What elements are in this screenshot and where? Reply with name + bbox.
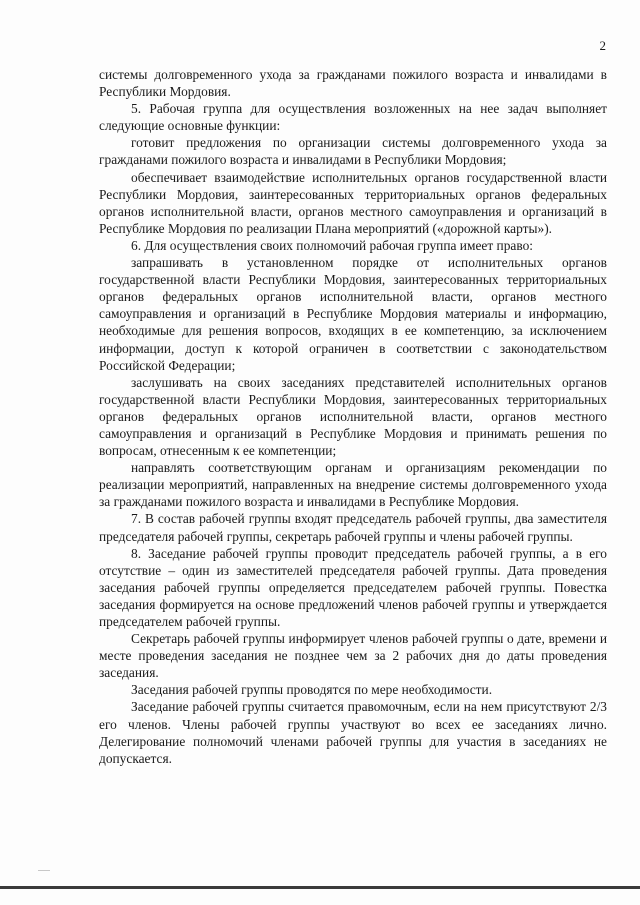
paragraph-function-interaction: обеспечивает взаимодействие исполнительных органов государственной власти Республики Мордовия, заинтересованных территориальных органов федеральных органов исполнительной власти, органов местного самоуправления и организаций в Республике Мордовия по реализации Плана мероприятий («дорожной карты»).	[99, 169, 607, 236]
paragraph-item-6: 6. Для осуществления своих полномочий рабочая группа имеет право:	[131, 237, 533, 253]
paragraph-right-recommend: направлять соответствующим органам и организациям рекомендации по реализации мероприятий, направленных на внедрение системы долговременного ухода за гражданами пожилого возраста и инвалидами в Республике Мордовия.	[99, 460, 607, 510]
paragraph-secretary: Секретарь рабочей группы информирует членов рабочей группы о дате, времени и месте проведения заседания не позднее чем за 2 рабочих дня до даты проведения заседания.	[99, 631, 607, 681]
paragraph-function-proposals: готовит предложения по организации системы долговременного ухода за гражданами пожилого возраста и инвалидами в Республики Мордовия;	[99, 135, 607, 168]
paragraph-item-7: 7. В состав рабочей группы входят председатель рабочей группы, два заместителя председателя рабочей группы, секретарь рабочей группы и члены рабочей группы.	[99, 511, 607, 544]
paragraph-item-8: 8. Заседание рабочей группы проводит председатель рабочей группы, а в его отсутствие – один из заместителей председателя рабочей группы. Дата проведения заседания рабочей группы определяется председателем рабочей группы. Повестка заседания формируется на основе предложений членов рабочей группы и утверждается председателем рабочей группы.	[99, 545, 607, 629]
scan-mark	[38, 870, 50, 871]
paragraph-frequency: Заседания рабочей группы проводятся по мере необходимости.	[131, 682, 493, 698]
paragraph-right-request: запрашивать в установленном порядке от исполнительных органов государственной власти Республики Мордовия, заинтересованных территориальных органов федеральных органов исполнительной власти, органов местного самоуправления и организаций в Республике Мордовия материалы и информацию, необходимые для решения вопросов, входящих в ее компетенцию, за исключением информации, доступ к которой ограничен в соответствии с законодательством Российской Федерации;	[99, 255, 607, 373]
page-number: 2	[599, 38, 606, 53]
paragraph-right-hear: заслушивать на своих заседаниях представителей исполнительных органов государственной власти Республики Мордовия, заинтересованных территориальных органов федеральных органов исполнительной власти, органов местного самоуправления и организаций в Республике Мордовия и принимать решения по вопросам, отнесенным к ее компетенции;	[99, 374, 607, 459]
document-body	[99, 66, 607, 767]
paragraph-continuation: системы долговременного ухода за гражданами пожилого возраста и инвалидами в Республики Мордовия.	[99, 67, 607, 100]
paragraph-quorum: Заседание рабочей группы считается правомочным, если на нем присутствуют 2/3 его членов. Члены рабочей группы участвуют во всех ее заседаниях лично. Делегирование полномочий членами рабочей группы для участия в заседаниях не допускается.	[99, 699, 607, 766]
paragraph-item-5: 5. Рабочая группа для осуществления возложенных на нее задач выполняет следующие основные функции:	[99, 101, 607, 134]
scan-bottom-edge	[0, 886, 640, 889]
